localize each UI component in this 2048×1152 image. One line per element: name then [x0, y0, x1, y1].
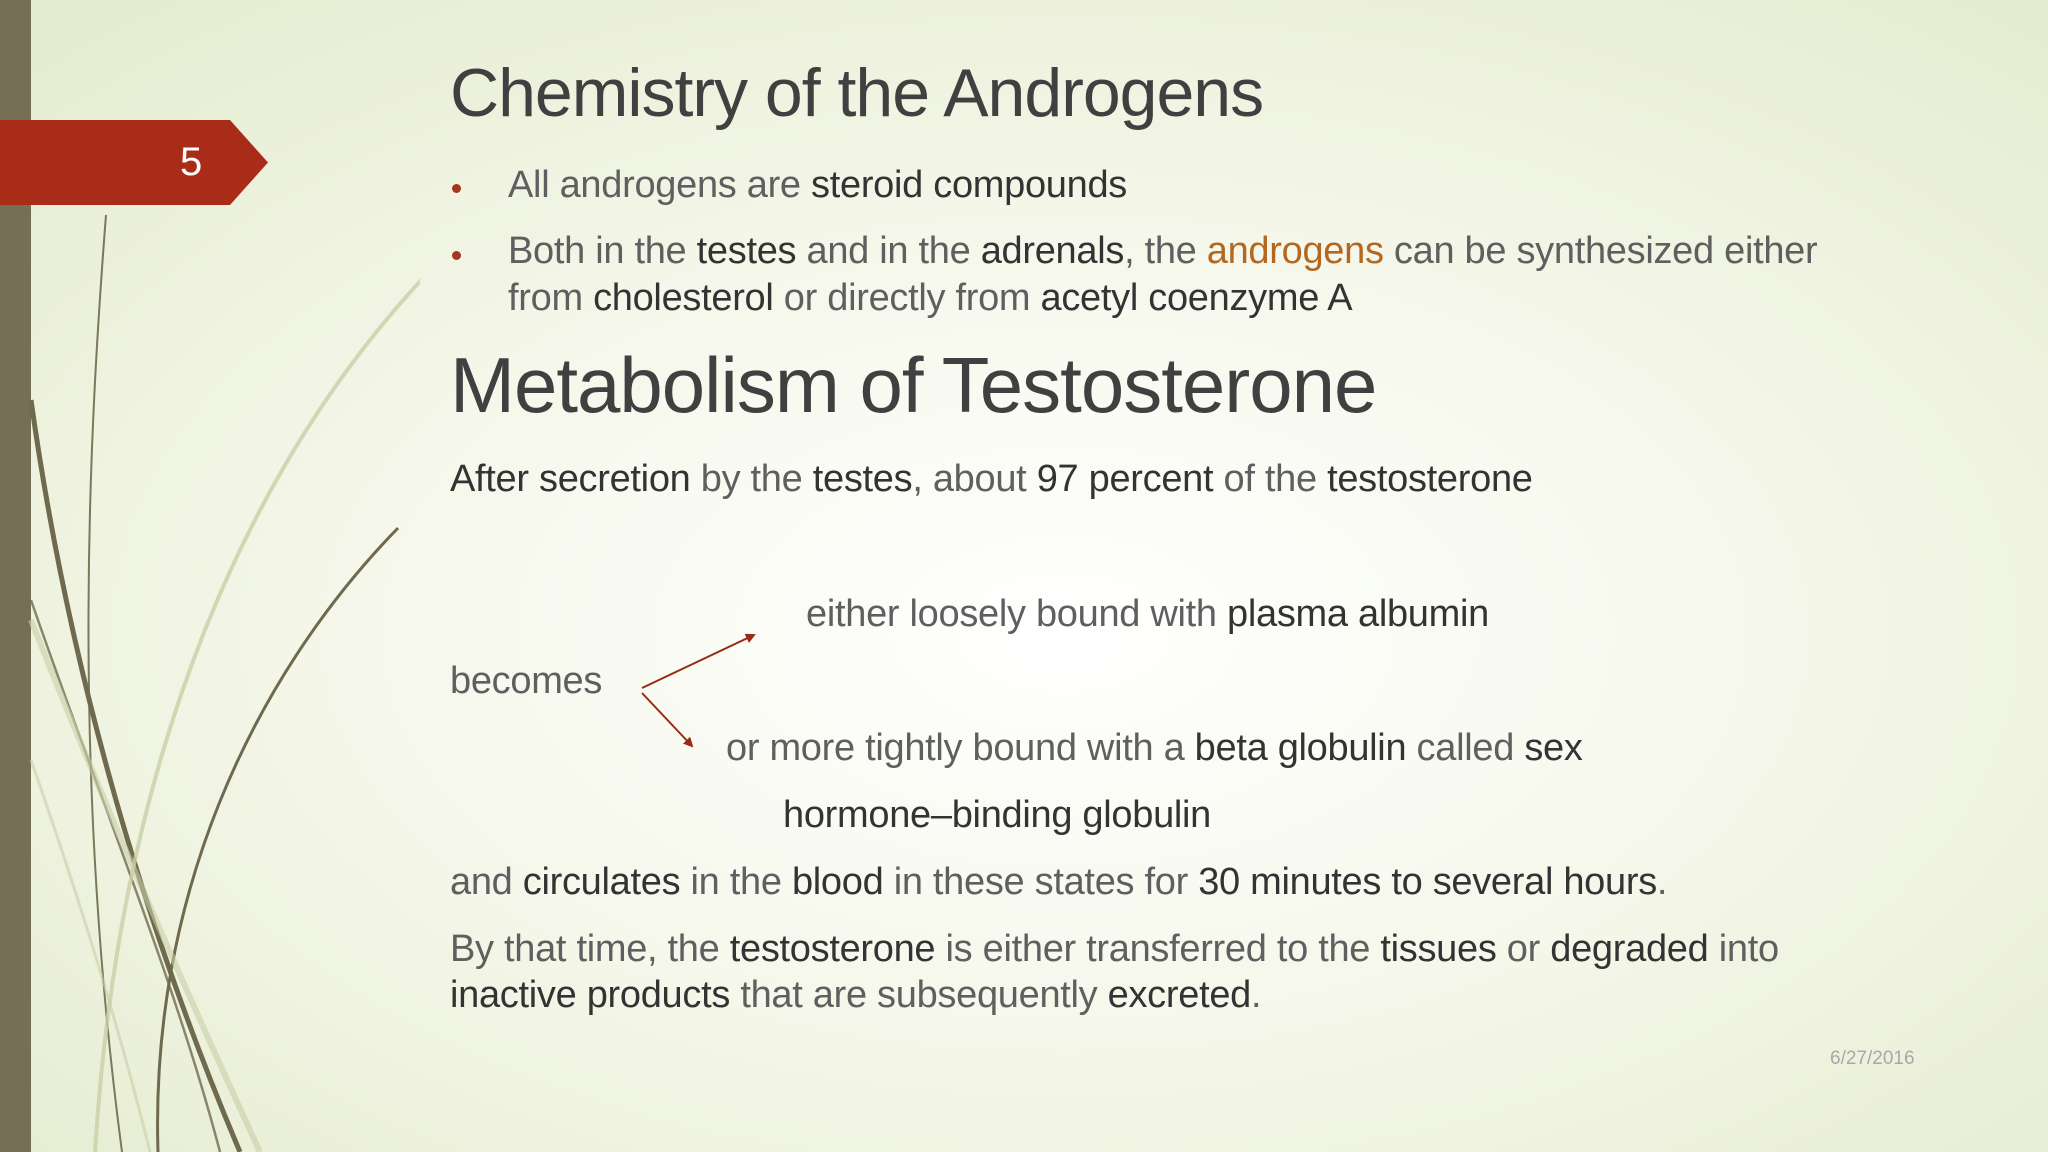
arrow-up	[642, 635, 754, 688]
slide-date: 6/27/2016	[1830, 1048, 1915, 1069]
slide-number: 5	[180, 140, 203, 184]
bullet-2-line-1: Both in the testes and in the adrenals, the androgens can be synthesized either	[508, 230, 1818, 272]
arrow-down	[642, 693, 692, 746]
branch-albumin: either loosely bound with plasma albumin	[806, 593, 1489, 635]
paragraph-circulates: and circulates in the blood in these states for 30 minutes to several hours.	[450, 861, 1668, 903]
branch-globulin: or more tightly bound with a beta globulin called sex	[726, 727, 1583, 769]
bullet-1: All androgens are steroid compounds	[508, 164, 1128, 206]
paragraph-degraded-line-2: inactive products that are subsequently excreted.	[450, 974, 1262, 1016]
title-chemistry: Chemistry of the Androgens	[450, 55, 1264, 131]
title-metabolism: Metabolism of Testosterone	[450, 341, 1377, 429]
paragraph-degraded-line-1: By that time, the testosterone is either transferred to the tissues or degraded into	[450, 928, 1779, 970]
bullet-2-line-2: from cholesterol or directly from acetyl coenzyme A	[508, 277, 1353, 319]
branch-globulin-continued: hormone–binding globulin	[783, 794, 1212, 836]
becomes-label: becomes	[450, 660, 603, 702]
paragraph-secretion: After secretion by the testes, about 97 percent of the testosterone	[450, 458, 1533, 500]
